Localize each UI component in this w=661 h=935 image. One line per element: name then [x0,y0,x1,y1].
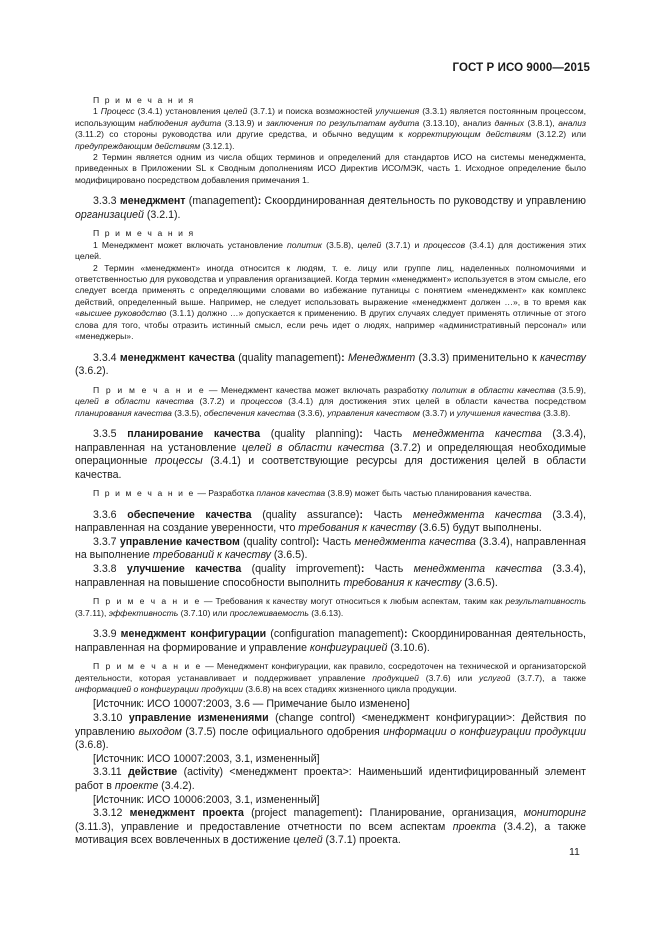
note [75,385,586,419]
note-1: 1 Процесс (3.4.1) установления целей (3.7.1) и поиска возможностей улучшения (3.3.1) является постоянным процессом, использующим наблюдения аудита (3.13.9) и заключения по результатам аудита (3.13.10), анализ данных (3.8.1), анализ (3.11.2) со стороны руководства или другие средства, и обычно ведущим к корректирующим действиям (3.12.2) или предупреждающим действиям (3.12.1). [75,106,587,151]
note-2: 2 Термин «менеджмент» иногда относится к людям, т. е. лицу или группе лиц, наделенных полномочиями и ответственностью для руководства и управления организацией. Когда термин «менеджмент» используется в этом смысле, его следует всегда применять с определяющими словами во избежание путаницы с понятием «менеджмент» как комплекс действий, определенный выше. Например, не следует использовать выражение «менеджмент должен …», в то время как «высшее руководство (3.1.1) должно …» допускается к применению. В других случаях следует применять отличные от этого слова для того, чтобы отразить истинный смысл, если речь идет о людях, например «административный персонал» или «менеджеры». [75,262,586,342]
note-text: — Требования к качеству могут относиться к любым аспектам, таким как результативность (3.7.11), эффективность (3.7.10) или прослеживаемость (3.6.13). [75,596,586,618]
note-text: — Разработка планов качества (3.8.9) может быть частью планирования качества. [197,488,532,499]
term-3-3-11: 3.3.11 действие (activity) <менеджмент проекта>: Наименьший идентифицированный элемент работ в проекте (3.4.2). [75,766,586,793]
term-3-3-7: 3.3.7 управление качеством (quality control): Часть менеджмента качества (3.3.4), направленная на выполнение требований к качеству (3.6.5). [75,535,586,562]
note-label: П р и м е ч а н и е [93,488,195,499]
term-3-3-3: 3.3.3 менеджмент (management): Скоординированная деятельность по руководству и управлению организацией (3.2.1). [75,195,586,221]
page-content [75,95,586,848]
term-3-3-12: 3.3.12 менеджмент проекта (project management): Планирование, организация, мониторинг (3.11.3), управление и предоставление отчетности по всем аспектам проекта (3.4.2), а также мотивация всех вовлеченных в достижение целей (3.7.1) проекта. [75,807,586,847]
note-1: 1 Менеджмент может включать установление политик (3.5.8), целей (3.7.1) и процессов (3.4.1) для достижения этих целей. [75,239,586,262]
note-label: П р и м е ч а н и е [93,384,206,395]
source-reference: [Источник: ИСО 10006:2003, 3.1, измененный] [93,793,320,806]
notes-heading: П р и м е ч а н и я [93,228,195,239]
notes-heading: П р и м е ч а н и я [93,95,195,105]
term-3-3-8: 3.3.8 улучшение качества (quality improvement): Часть менеджмента качества (3.3.4), направленная на повышение способности выполнить требования к качеству (3.6.5). [75,563,586,589]
source-reference: [Источник: ИСО 10007:2003, 3.6 — Примечание было изменено] [93,698,410,711]
note-label: П р и м е ч а н и е [93,661,202,672]
note [75,488,586,499]
term-3-3-9: 3.3.9 менеджмент конфигурации (configuration management): Скоординированная деятельность, направленная на формирование и управление конфигурацией (3.10.6). [75,628,586,654]
note-2: 2 Термин является одним из числа общих терминов и определений для стандартов ИСО на системы менеджмента, приведенных в Приложении SL к Сводным дополнениям ИСО Директив ИСО/МЭК, часть 1. Исходное определение было модифицировано посредством добавления примечания 1. [75,152,586,185]
term-3-3-5: 3.3.5 планирование качества (quality planning): Часть менеджмента качества (3.3.4), направленная на установление целей в области качества (3.7.2) и определяющая необходимые операционные процессы (3.4.1) и соответствующие ресурсы для достижения целей в области качества. [75,427,586,481]
term-3-3-4: 3.3.4 менеджмент качества (quality management): Менеджмент (3.3.3) применительно к качеству (3.6.2). [75,351,586,378]
note-text: — Менеджмент конфигурации, как правило, сосредоточен на технической и организаторской деятельности, которая устанавливает и поддерживает управление продукцией (3.7.6) или услугой (3.7.7), а также информацией о конфигурации продукции (3.6.8) на всех стадиях жизненного цикла продукции. [75,661,587,695]
note-text: — Менеджмент качества может включать разработку политик в области качества (3.5.9), целей в области качества (3.7.2) и процессов (3.4.1) для достижения этих целей в области качества посредством планирования качества (3.3.5), обеспечения качества (3.3.6), управления качеством (3.3.7) и улучшения качества (3.3.8). [75,384,587,418]
source-reference: [Источник: ИСО 10007:2003, 3.1, измененный] [93,752,320,765]
page-number: 11 [569,846,580,858]
note [75,661,586,695]
note [75,596,586,619]
note-label: П р и м е ч а н и е [93,596,201,607]
term-3-3-6: 3.3.6 обеспечение качества (quality assurance): Часть менеджмента качества (3.3.4), направленная на создание уверенности, что требования к качеству (3.6.5) будут выполнены. [75,508,586,535]
document-code: ГОСТ Р ИСО 9000—2015 [452,62,590,74]
term-3-3-10: 3.3.10 управление изменениями (change control) <менеджмент конфигурации>: Действия по управлению выходом (3.7.5) после официального одобрения информации о конфигурации продукции (3.6.8). [75,712,586,752]
